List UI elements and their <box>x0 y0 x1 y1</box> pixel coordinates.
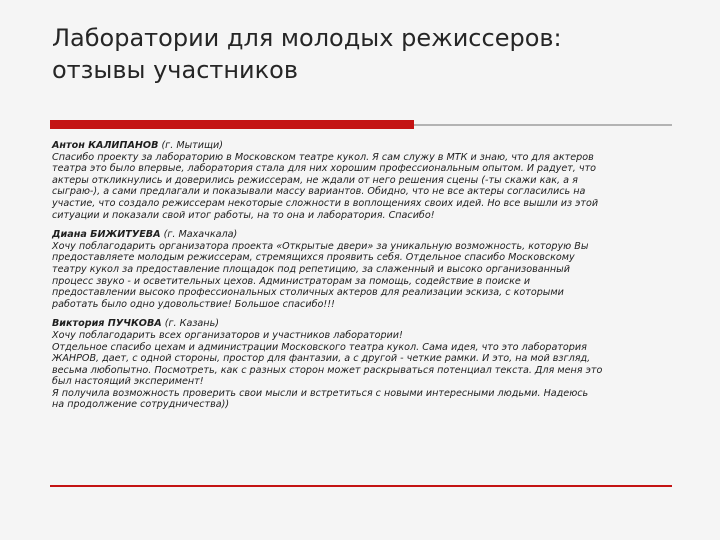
reviews-list <box>52 140 678 419</box>
bottom-divider <box>50 485 672 487</box>
review-city: (г. Мытищи) <box>158 140 224 151</box>
review-header <box>52 229 678 241</box>
review-text: Спасибо проекту за лабораторию в Московском театре кукол. Я сам служу в МТК и знаю, что для актеров театра это было впервые, лаборатория стала для них хорошим профессиональным опытом. И радует, что актеры откликнулись и доверились режиссерам, не ждали от него решения сцены (-ты скажи как, а я сыграю-), а сами предлагали и показывали массу вариантов. Обидно, что не все актеры согласились на участие, что создало режиссерам некоторые сложности в воплощениях своих идей. Но все вышли из этой ситуации и показали свой итог работы, на то она и лаборатория. Спасибо! <box>52 151 599 221</box>
review-item <box>52 318 678 411</box>
review-item <box>52 229 678 310</box>
review-author: Антон КАЛИПАНОВ <box>52 140 159 151</box>
review-header <box>52 140 678 152</box>
slide-title-line-1: Лаборатории для молодых режиссеров: <box>52 24 562 52</box>
slide-title <box>52 22 692 86</box>
review-author: Диана БИЖИТУЕВА <box>52 229 161 241</box>
review-city: (г. Махачкала) <box>160 229 238 241</box>
title-accent-bar <box>50 120 414 129</box>
review-text: Хочу поблагодарить всех организаторов и участников лаборатории! Отдельное спасибо цехам и администрации Московского театра кукол. Сама идея, что это лаборатория ЖАНРОВ, дает, с одной стороны, простор для фантазии, а с другой - четкие рамки. И это, на мой взгляд, весьма любопытно. Посмотреть, как с разных сторон может раскрываться потенциал текста. Для меня это был настоящий эксперимент! Я получила возможность проверить свои мысли и встретиться с новыми интересными людьми. Надеюсь на продолжение сотрудничества)) <box>52 329 603 411</box>
slide-title-line-2: отзывы участников <box>52 56 298 84</box>
review-author: Виктория ПУЧКОВА <box>52 318 162 330</box>
review-item <box>52 140 678 221</box>
review-city: (г. Казань) <box>161 318 219 330</box>
review-header <box>52 318 678 330</box>
review-text: Хочу поблагодарить организатора проекта «Открытые двери» за уникальную возможность, которую Вы предоставляете молодым режиссерам, стремящихся проявить себя. Отдельное спасибо Московскому театру кукол за предоставление площадок под репетицию, за слаженный и высоко организованный процесс звуко - и осветительных цехов. Администраторам за помощь, содействие в поиске и предоставлении высоко профессиональных столичных актеров для реализации эскиза, с которыми работать было одно удовольствие! Большое спасибо!!! <box>52 240 589 310</box>
